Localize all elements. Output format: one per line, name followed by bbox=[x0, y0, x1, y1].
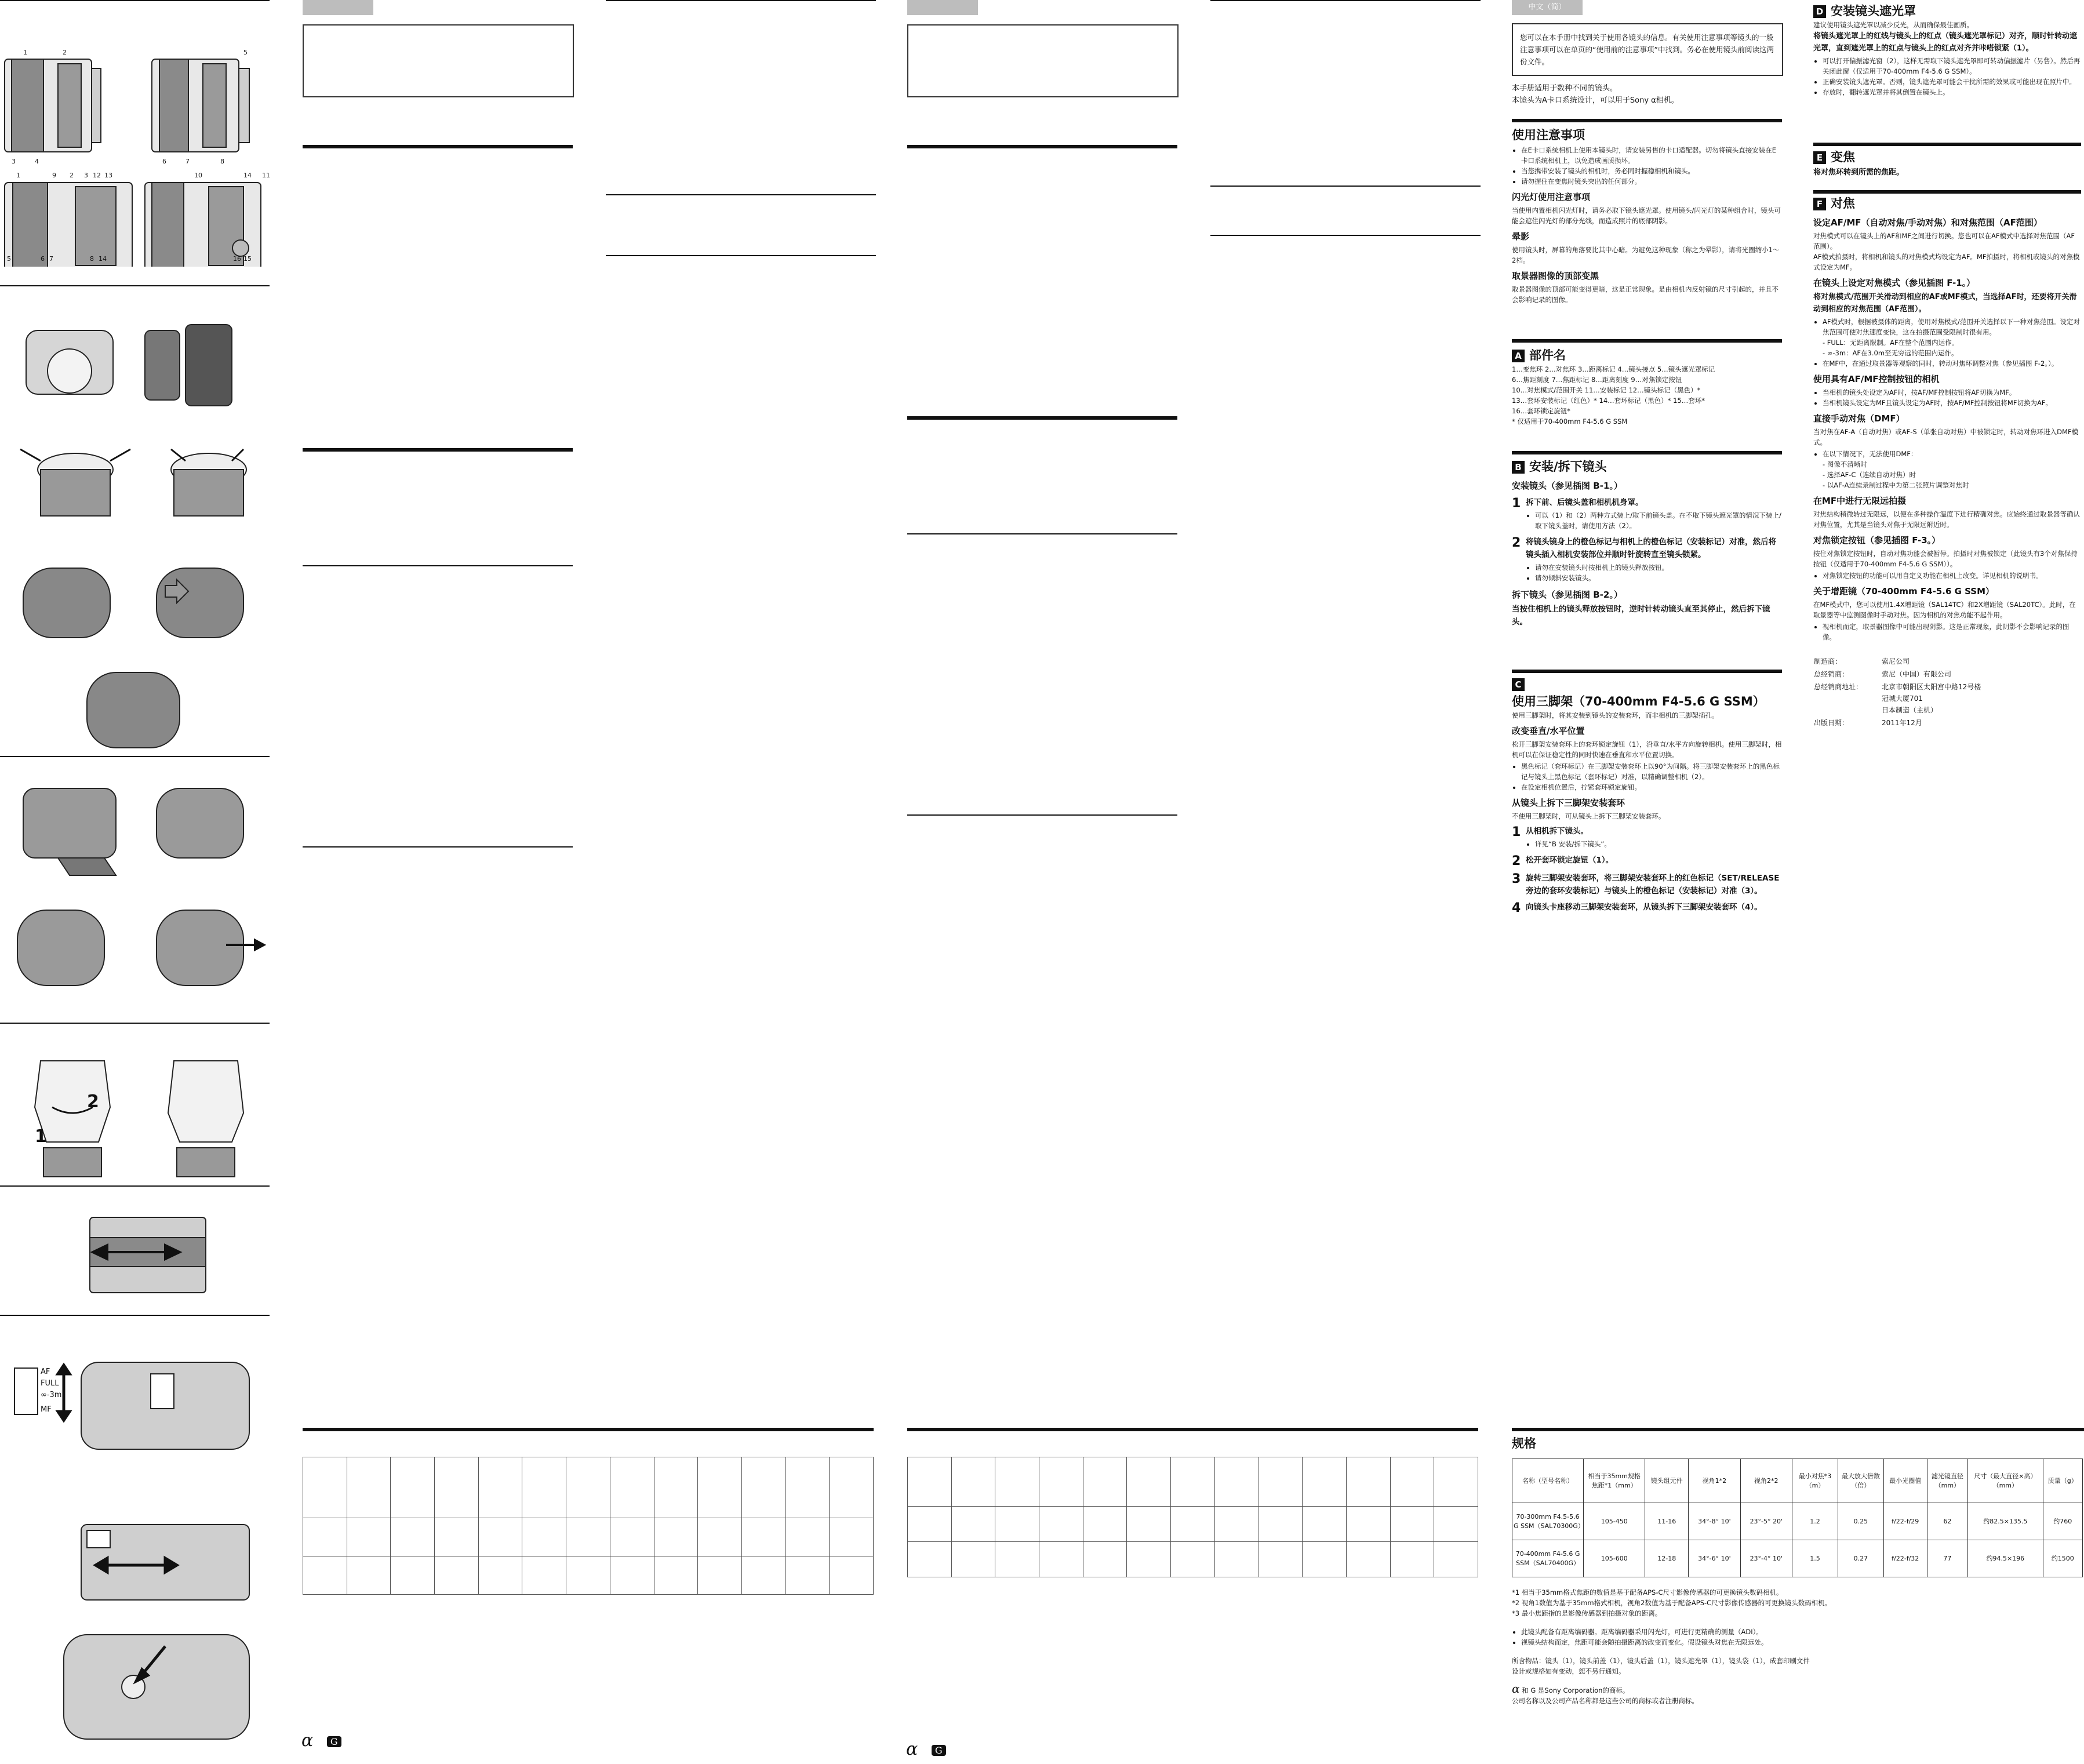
tripod-intro: 使用三脚架时，将其安装到镜头的安装套环，而非相机的三脚架插孔。 bbox=[1512, 711, 1719, 719]
orientation-item: • 在设定相机位置后，拧紧套环锁定旋钮。 bbox=[1521, 782, 1782, 792]
part-label: 12 bbox=[93, 172, 101, 179]
vignette-text: 使用镜头时，屏幕的角落要比其中心暗。为避免这种现象（称之为晕影），请将光圈缩小1～2档。 bbox=[1512, 246, 1780, 264]
part-label: 10 bbox=[194, 172, 202, 179]
spec-header: 镜头组元件 bbox=[1645, 1459, 1689, 1503]
section-letter: F bbox=[1813, 198, 1826, 210]
alpha-logo: α bbox=[1512, 1682, 1520, 1696]
parts-list: 1…变焦环 2…对焦环 3…距离标记 4…镜头接点 5…镜头遮光罩标记 bbox=[1512, 365, 1715, 373]
parts-note: * 仅适用于70-400mm F4-5.6 G SSM bbox=[1512, 417, 1628, 425]
mf-label: MF bbox=[41, 1405, 52, 1414]
hood-item: • 可以打开偏振滤光窗（2），这样无需取下镜头遮光罩即可转动偏振滤片（另售）。然后再关闭此窗（仅适用于70-400mm F4-5.6 G SSM）。 bbox=[1823, 56, 2081, 77]
orientation-text: 松开三脚架安装套环上的套环锁定旋钮（1），沿垂直/水平方向旋转相机。使用三脚架时，相机可以在保证稳定性的同时快速在垂直和水平位置切换。 bbox=[1512, 740, 1782, 759]
spec-note: *3 最小焦距指的是影像传感器到拍摄对象的距离。 bbox=[1512, 1609, 1662, 1617]
hood-step-label: 2 bbox=[87, 1092, 99, 1112]
trademark-line: 公司名称以及公司产品名称都是这些公司的商标或者注册商标。 bbox=[1512, 1697, 1699, 1705]
step: 1 从相机拆下镜头。 • 详见“B 安装/拆下镜头”。 bbox=[1512, 825, 1782, 850]
step: 1 拆下前、后镜头盖和相机机身罩。 • 可以（1）和（2）两种方式装上/取下前镜头盖。在不取下镜头遮光罩的情况下装上/取下镜头盖时，请使用方法（2）。 bbox=[1512, 496, 1782, 532]
parts-list: 10…对焦模式/范围开关 11…安装标记 12…镜头标记（黑色）* bbox=[1512, 386, 1701, 394]
zoom-ring-illustration bbox=[0, 1212, 272, 1299]
parts-list: 16…套环锁定旋钮* bbox=[1512, 407, 1570, 415]
section-f-title: F 对焦 bbox=[1813, 195, 2081, 212]
spec-header: 视角2*2 bbox=[1740, 1459, 1792, 1503]
section-letter: D bbox=[1813, 5, 1826, 18]
precaution-item: • 在E卡口系统相机上使用本镜头时，请安装另售的卡口适配器。切勿将镜头直接安装在E卡口系统相机上，以免造成画质损坏。 bbox=[1521, 145, 1782, 166]
design-change: 设计或规格如有变动，恕不另行通知。 bbox=[1512, 1667, 1625, 1675]
section-letter: A bbox=[1512, 350, 1525, 362]
part-label: 1 bbox=[23, 49, 27, 56]
trademark-line bbox=[1512, 1683, 2083, 1696]
tripod-collar-illustration bbox=[0, 777, 272, 1009]
parts-list: 13…套环安装标记（红色）* 14…套环标记（黑色）* 15…套环* bbox=[1512, 397, 1705, 405]
part-label: 7 bbox=[186, 158, 190, 165]
detach-title: 从镜头上拆下三脚架安装套环 bbox=[1512, 798, 1625, 808]
included-items: 所含物品：镜头（1），镜头前盖（1），镜头后盖（1），镜头遮光罩（1），镜头袋（1），成套印刷文件 bbox=[1512, 1657, 1810, 1665]
afmf-text: 对焦模式可以在镜头上的AF和MF之间进行切换。您也可以在AF模式中选择对焦范围（AF范围）。 bbox=[1813, 232, 2075, 250]
lens-parts-illustration bbox=[0, 46, 272, 267]
part-label: 14 bbox=[243, 172, 252, 179]
alpha-logo: α bbox=[906, 1739, 918, 1759]
hood-item: • 存放时，翻转遮光罩并将其倒置在镜头上。 bbox=[1823, 87, 2081, 97]
part-label: 8 bbox=[220, 158, 224, 165]
spec-note: *1 相当于35mm格式焦距的数值是基于配备APS-C尺寸影像传感器的可更换镜头数码相机。 bbox=[1512, 1588, 1783, 1596]
spec-header: 尺寸（最大直径×高）（mm） bbox=[1968, 1459, 2043, 1503]
hood-instruction: 将镜头遮光罩上的红线与镜头上的红点（镜头遮光罩标记）对齐，顺时针转动遮光罩，直到遮光罩上的红点与镜头上的红点对齐并咔嗒锁紧（1）。 bbox=[1813, 32, 2078, 53]
spec-header: 最小对焦*3（m） bbox=[1792, 1459, 1838, 1503]
specs-title: 规格 bbox=[1512, 1436, 1536, 1450]
attach-title: 安装镜头（参见插图 B-1。） bbox=[1512, 481, 1623, 491]
afmf-title: 设定AF/MF（自动对焦/手动对焦）和对焦范围（AF范围） bbox=[1813, 217, 2042, 228]
step: 2 将镜头镜身上的橙色标记与相机上的橙色标记（安装标记）对准，然后将镜头插入相机安装部位并顺时针旋转直至镜头锁紧。 • 请勿在安装镜头时按相机上的镜头释放按钮。 • 请勿倾斜安装镜头。 bbox=[1512, 536, 1782, 584]
part-label: 3 bbox=[84, 172, 88, 179]
range-label: ∞-3m bbox=[41, 1391, 62, 1399]
intro-line: 本镜头为A卡口系统设计，可以用于Sony α相机。 bbox=[1512, 96, 1679, 105]
flash-title: 闪光灯使用注意事项 bbox=[1512, 192, 1591, 202]
dmf-item: • 在以下情况下，无法使用DMF： bbox=[1823, 449, 2081, 459]
empty-table-right bbox=[907, 1457, 1478, 1577]
language-tab: 中文（简） bbox=[1512, 0, 1583, 15]
part-label: 9 bbox=[52, 172, 56, 179]
spec-header: 最大放大倍数（倍） bbox=[1838, 1459, 1883, 1503]
infinity-text: 对焦结构稍微转过无限远，以便在多种操作温度下进行精确对焦。应始终通过取景器等确认对焦位置，尤其是当镜头对焦于无限远附近时。 bbox=[1813, 510, 2080, 529]
table-row: 70-400mm F4-5.6 G SSM（SAL70400G） 105-600 12-18 34°-6° 10' 23°-4° 10' 1.5 0.27 f/22-f/32 77 约94.5×196 约1500 bbox=[1512, 1540, 2083, 1577]
full-label: FULL bbox=[41, 1379, 59, 1388]
converter-text: 在MF模式中，您可以使用1.4X增距镜（SAL14TC）和2X增距镜（SAL20TC）。此时，在取景器等中监测图像时手动对焦。因为相机的对焦功能不起作用。 bbox=[1813, 601, 2076, 619]
specs-table bbox=[1512, 1459, 2083, 1577]
part-label: 7 bbox=[49, 255, 53, 263]
intro-line: 本手册适用于数种不同的镜头。 bbox=[1512, 84, 1618, 93]
section-c-title: C使用三脚架（70-400mm F4-5.6 G SSM） bbox=[1512, 679, 1765, 708]
focus-mode-illustration bbox=[0, 1345, 272, 1762]
precaution-item: • 请勿握住在变焦时镜头突出的任何部分。 bbox=[1521, 176, 1782, 187]
part-label: 11 bbox=[262, 172, 270, 179]
company-info: 制造商： 索尼公司 总经销商： 索尼（中国）有限公司 总经销商地址： 北京市朝阳区太阳宫中路12号楼 冠城大厦701 日本制造（主机） 出版日期： 2011年12月 bbox=[1814, 657, 1981, 727]
focus-item: - ∞-3m：AF在3.0m至无穷远的范围内运作。 bbox=[1823, 349, 1958, 357]
spec-header: 名称（型号名称） bbox=[1512, 1459, 1584, 1503]
section-d-title: D 安装镜头遮光罩 bbox=[1813, 2, 2081, 20]
vignette-title: 晕影 bbox=[1512, 231, 1530, 242]
table-row: 70-300mm F4.5-5.6 G SSM（SAL70300G） 105-450 11-16 34°-8° 10' 23°-5° 20' 1.2 0.25 f/22-f/29 62 约82.5×135.5 约760 bbox=[1512, 1503, 2083, 1540]
zoom-text: 将对焦环转到所需的焦距。 bbox=[1813, 168, 1904, 177]
spec-header: 质量（g） bbox=[2043, 1459, 2082, 1503]
dmf-text: 当对焦在AF-A（自动对焦）或AF-S（单张自动对焦）中被锁定时，转动对焦环进入DMF模式。 bbox=[1813, 428, 2079, 446]
illustration-column bbox=[0, 0, 272, 1764]
hood-intro: 建议使用镜头遮光罩以减少反光，从而确保最佳画质。 bbox=[1813, 21, 1973, 29]
trademark-text: 和 G 是Sony Corporation的商标。 bbox=[1522, 1686, 1630, 1694]
empty-table-left bbox=[303, 1457, 874, 1595]
hood-item: • 正确安装镜头遮光罩。否则，镜头遮光罩可能会干扰所需的效果或可能出现在照片中。 bbox=[1823, 77, 2081, 87]
focus-lock-item: • 对焦锁定按钮的功能可以用自定义功能在相机上改变。详见相机的说明书。 bbox=[1823, 570, 2081, 581]
step: 3 旋转三脚架安装套环，将三脚架安装套环上的红色标记（SET/RELEASE旁边的套环安装标记）与镜头上的橙色标记（安装标记）对准（3）。 bbox=[1512, 872, 1780, 896]
part-label: 16 bbox=[233, 255, 241, 263]
part-label: 1 bbox=[16, 172, 20, 179]
viewfinder-text: 取景器图像的顶部可能变得更暗，这是正常现象。是由相机内反射镜的尺寸引起的，并且不会影响记录的图像。 bbox=[1512, 285, 1779, 304]
g-logo: G bbox=[932, 1745, 946, 1756]
dmf-item: - 选择AF-C（连续自动对焦）时 bbox=[1823, 471, 1916, 479]
spec-header: 最小光圈值 bbox=[1883, 1459, 1927, 1503]
dmf-title: 直接手动对焦（DMF） bbox=[1813, 413, 1905, 424]
part-label: 2 bbox=[63, 49, 67, 56]
part-label: 4 bbox=[35, 158, 39, 165]
part-label: 5 bbox=[243, 49, 248, 56]
alpha-logo: α bbox=[301, 1730, 314, 1751]
part-label: 6 bbox=[41, 255, 45, 263]
button-item: • 当相机的镜头处设定为AF时，按AF/MF控制按钮将AF切换为MF。 bbox=[1823, 387, 2081, 398]
spec-header: 滤光镜直径（mm） bbox=[1927, 1459, 1968, 1503]
button-item: • 当相机镜头设定为MF且镜头设定为AF时，按AF/MF控制按钮将MF切换为AF。 bbox=[1823, 398, 2081, 408]
infinity-title: 在MF中进行无限远拍摄 bbox=[1813, 496, 1907, 506]
part-label: 6 bbox=[162, 158, 166, 165]
lens-focus-title: 在镜头上设定对焦模式（参见插图 F-1。） bbox=[1813, 278, 1976, 288]
viewfinder-title: 取景器图像的顶部变黑 bbox=[1512, 271, 1599, 281]
hood-step-label: 1 bbox=[35, 1126, 47, 1147]
part-label: 15 bbox=[243, 255, 252, 263]
focus-lock-text: 按住对焦锁定按钮时，自动对焦功能会被暂停。拍摄时对焦被锁定（此镜头有3个对焦保持按钮（仅适用于70-400mm F4-5.6 G SSM））。 bbox=[1813, 550, 2078, 568]
step: 2 松开套环锁定旋钮（1）。 bbox=[1512, 854, 1614, 868]
orientation-title: 改变垂直/水平位置 bbox=[1512, 726, 1585, 736]
lens-hood-illustration bbox=[0, 1049, 272, 1183]
focus-item: - FULL：无距离限制。AF在整个范围内运作。 bbox=[1823, 339, 1959, 347]
precaution-item: • 当您携带安装了镜头的相机时，务必同时握稳相机和镜头。 bbox=[1521, 166, 1782, 176]
focus-lock-title: 对焦锁定按钮（参见插图 F-3。） bbox=[1813, 535, 1941, 545]
remove-text: 当按住相机上的镜头释放按钮时，逆时针转动镜头直至其停止，然后拆下镜头。 bbox=[1512, 605, 1770, 627]
part-label: 5 bbox=[7, 255, 11, 263]
remove-title: 拆下镜头（参见插图 B-2。） bbox=[1512, 590, 1623, 600]
converter-title: 关于增距镜（70-400mm F4-5.6 G SSM） bbox=[1813, 586, 1994, 597]
focus-item: • AF模式时，根据被摄体的距离，使用对焦模式/范围开关选择以下一种对焦范围。设定对焦范围可使对焦速度变快，这在拍摄范围受限制时很有用。 bbox=[1823, 317, 2081, 337]
section-e-title: E 变焦 bbox=[1813, 148, 2081, 166]
orientation-item: • 黑色标记（套环标记）在三脚架安装套环上以90°为间隔。将三脚架安装套环上的黑色标记与镜头上黑色标记（套环标记）对准，以精确调整相机（2）。 bbox=[1521, 761, 1782, 782]
section-b-title: B 安装/拆下镜头 bbox=[1512, 458, 1782, 475]
flash-text: 当使用内置相机闪光灯时，请务必取下镜头遮光罩。使用镜头/闪光灯的某种组合时，镜头可能会遮住闪光灯的部分光线，而造成照片的底部阴影。 bbox=[1512, 206, 1781, 225]
lens-focus-instruction: 将对焦模式/范围开关滑动到相应的AF或MF模式，当选择AF时，还要将开关滑动到相应的对焦范围（AF范围）。 bbox=[1813, 293, 2077, 314]
part-label: 14 bbox=[99, 255, 107, 263]
spec-header: 相当于35mm规格焦距*1（mm） bbox=[1584, 1459, 1645, 1503]
button-title: 使用具有AF/MF控制按钮的相机 bbox=[1813, 374, 1940, 384]
afmf-text: AF模式拍摄时，将相机和镜头的对焦模式均设定为AF。MF拍摄时，将相机或镜头的对焦模式设定为MF。 bbox=[1813, 253, 2080, 271]
spec-item: • 此镜头配备有距离编码器。距离编码器采用闪光灯，可进行更精确的测量（ADI）。 bbox=[1521, 1627, 2083, 1637]
dmf-item: - 图像不清晰时 bbox=[1823, 460, 1867, 468]
section-letter: E bbox=[1813, 151, 1826, 164]
alpha-g-logo-left bbox=[301, 1730, 341, 1751]
section-letter: C bbox=[1512, 678, 1525, 691]
spec-header: 视角1*2 bbox=[1689, 1459, 1740, 1503]
converter-item: • 视相机而定，取景器图像中可能出现阴影。这是正常现象，此阴影不会影响记录的图像。 bbox=[1823, 621, 2081, 642]
af-label: AF bbox=[41, 1367, 50, 1376]
part-label: 3 bbox=[12, 158, 16, 165]
g-logo: G bbox=[327, 1736, 341, 1747]
dmf-item: - 以AF-A连续录制过程中为第二张照片调整对焦时 bbox=[1823, 481, 1969, 489]
part-label: 2 bbox=[70, 172, 74, 179]
parts-list: 6…焦距刻度 7…焦距标记 8…距离刻度 9…对焦锁定按钮 bbox=[1512, 376, 1682, 384]
section-a-title: A 部件名 bbox=[1512, 347, 1782, 364]
step: 4 向镜头卡座移动三脚架安装套环，从镜头拆下三脚架安装套环（4）。 bbox=[1512, 901, 1762, 915]
section-letter: B bbox=[1512, 461, 1525, 474]
spec-item: • 视镜头结构而定，焦距可能会随拍摄距离的改变而变化。假设镜头对焦在无限远处。 bbox=[1521, 1637, 2083, 1647]
detach-text: 不使用三脚架时，可从镜头上拆下三脚架安装套环。 bbox=[1512, 812, 1665, 820]
attach-lens-illustration bbox=[0, 313, 272, 754]
part-label: 8 bbox=[90, 255, 94, 263]
focus-item: • 在MF中，在通过取景器等观察的同时，转动对焦环调整对焦（参见插图 F-2。）。 bbox=[1823, 358, 2081, 369]
spec-note: *2 视角1数值为基于35mm格式相机，视角2数值为基于配备APS-C尺寸影像传感器的可更换镜头数码相机。 bbox=[1512, 1599, 1832, 1607]
alpha-g-logo-right bbox=[906, 1739, 946, 1759]
part-label: 13 bbox=[104, 172, 112, 179]
notice-box: 您可以在本手册中找到关于使用各镜头的信息。有关使用注意事项等镜头的一般注意事项可以在单页的“使用前的注意事项”中找到。务必在使用镜头前阅读这两份文件。 bbox=[1512, 23, 1783, 76]
precautions-title: 使用注意事项 bbox=[1512, 128, 1585, 142]
